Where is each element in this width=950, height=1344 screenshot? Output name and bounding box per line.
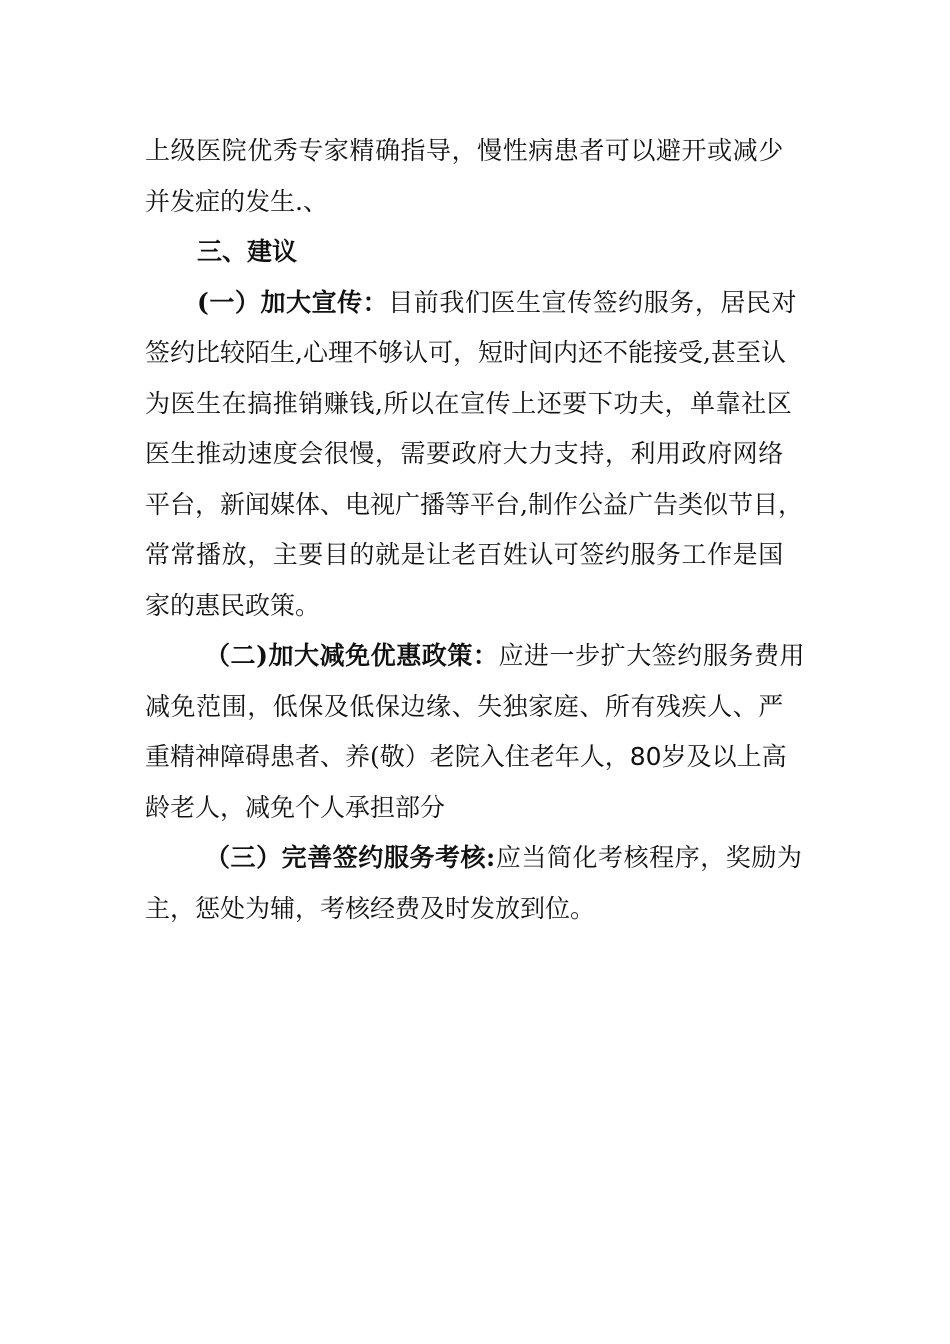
para3-line-1-text: 应当简化考核程序，奖励为 <box>495 843 803 872</box>
para1-line-3: 为医生在搞推销赚钱,所以在宣传上还要下功夫，单靠社区 <box>145 388 793 418</box>
para2-line-1 <box>145 631 810 682</box>
para3-line-2: 主，惩处为辅，考核经费及时发放到位。 <box>145 893 596 923</box>
para0-line-2: 并发症的发生.、 <box>145 186 328 216</box>
para2-line-3 <box>145 732 810 783</box>
para2-line-3-pre: 重精神障碍患者、养(敬）老院入住老年人， <box>145 742 630 771</box>
para2-line-4: 龄老人，减免个人承担部分 <box>145 792 446 822</box>
para1-heading: (一）加大宣传： <box>197 287 389 317</box>
para1-line-2: 签约比较陌生,心理不够认可，短时间内还不能接受,甚至认 <box>145 338 786 367</box>
para2-line-3-number: 80 <box>629 742 662 771</box>
para1-line-1 <box>145 278 810 329</box>
para1-line-1-text: 目前我们医生宣传签约服务，居民对 <box>388 287 798 317</box>
para0-line-1: 上级医院优秀专家精确指导，慢性病患者可以避开或减少 <box>145 136 784 165</box>
para3-heading: （三）完善签约服务考核: <box>205 843 496 872</box>
para1-line-7: 家的惠民政策。 <box>145 590 321 620</box>
para2-heading: （二)加大减免优惠政策： <box>205 641 499 670</box>
para1-line-4: 医生推动速度会很慢，需要政府大力支持，利用政府网络 <box>145 439 784 468</box>
para2-line-2: 减免范围，低保及低保边缘、失独家庭、所有残疾人、严 <box>145 691 784 721</box>
para1-line-5: 平台，新闻媒体、电视广播等平台,制作公益广告类似节目， <box>145 489 803 519</box>
para1-line-6: 常常播放，主要目的就是让老百姓认可签约服务工作是国 <box>145 540 784 569</box>
document-body <box>145 126 810 934</box>
section-heading: 三、建议 <box>197 237 298 266</box>
para2-line-3-post: 岁及以上高 <box>661 742 787 771</box>
para2-line-1-text: 应进一步扩大签约服务费用 <box>498 641 806 670</box>
para3-line-1 <box>145 833 810 884</box>
